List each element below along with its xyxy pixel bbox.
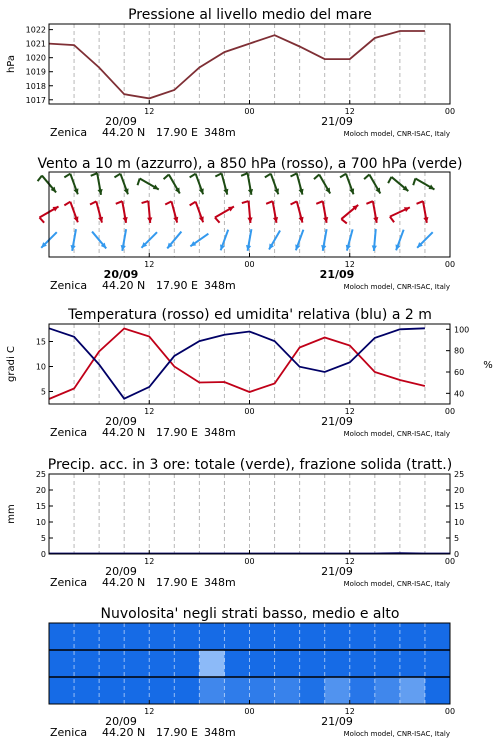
cloud-cell-basso xyxy=(149,677,175,705)
pressure-hour-label: 12 xyxy=(144,107,155,116)
wind-arrow-700 xyxy=(314,174,330,193)
cloud-lat: 44.20 N xyxy=(102,726,146,739)
cloud-cell-medio xyxy=(124,650,150,678)
cloud-cell-medio xyxy=(375,650,401,678)
cloud-date-label: 21/09 xyxy=(321,715,353,728)
precip-ytick-label: 25 xyxy=(35,470,46,479)
cloud-hour-label: 00 xyxy=(244,707,255,716)
temp-hour-label: 00 xyxy=(444,407,456,416)
cloud-cell-medio xyxy=(149,650,175,678)
pressure-hour-label: 00 xyxy=(244,107,255,116)
cloud-cell-alto xyxy=(149,623,175,651)
wind-arrow-850 xyxy=(266,201,278,223)
precip-model-credit: Moloch model, CNR-ISAC, Italy xyxy=(343,580,450,588)
humidity-ytick-label: 80 xyxy=(454,346,465,356)
cloud-lon: 17.90 E xyxy=(156,726,198,739)
wind-model-credit: Moloch model, CNR-ISAC, Italy xyxy=(343,283,450,291)
precip-date-label: 21/09 xyxy=(321,565,353,578)
precip-title: Precip. acc. in 3 ore: totale (verde), frazione solida (tratt.) xyxy=(47,457,453,473)
cloud-cell-alto xyxy=(350,623,376,651)
wind-arrow-700 xyxy=(241,173,253,195)
pressure-model-credit: Moloch model, CNR-ISAC, Italy xyxy=(343,130,450,138)
wind-arrow-850 xyxy=(90,201,103,222)
pressure-series-line xyxy=(49,31,425,98)
temp-hour-label: 12 xyxy=(344,407,355,416)
wind-arrow-700 xyxy=(38,176,56,193)
precip-elev: 348m xyxy=(204,576,236,589)
wind-arrow-700 xyxy=(215,173,228,194)
cloud-cell-medio xyxy=(300,650,326,678)
temp-series-umidita xyxy=(49,328,425,398)
pressure-hour-label: 12 xyxy=(344,107,355,116)
pressure-ytick-label: 1017 xyxy=(25,95,46,105)
wind-arrow-850 xyxy=(316,201,328,223)
cloud-cell-medio xyxy=(250,650,276,678)
pressure-title: Pressione al livello medio del mare xyxy=(128,7,372,23)
wind-arrow-700 xyxy=(265,174,279,195)
cloud-cell-basso xyxy=(375,677,401,705)
humidity-ytick-label: 40 xyxy=(454,389,465,399)
pressure-station: Zenica xyxy=(50,126,88,139)
wind-arrow-10m xyxy=(295,230,303,251)
wind-hour-label: 12 xyxy=(144,260,155,269)
temp-title: Temperatura (rosso) ed umidita' relativa (blu) a 2 m xyxy=(68,307,432,323)
precip-ytick-label-right: 25 xyxy=(454,470,465,479)
pressure-ylabel: hPa xyxy=(6,54,17,74)
cloud-cell-alto xyxy=(49,623,75,651)
cloud-cell-alto xyxy=(199,623,225,651)
pressure-ytick-label: 1019 xyxy=(25,67,46,77)
wind-hour-label: 00 xyxy=(244,260,255,269)
temp-panel xyxy=(6,307,493,439)
wind-arrow-850 xyxy=(291,201,304,222)
wind-arrow-700 xyxy=(138,179,159,190)
wind-arrow-700 xyxy=(190,174,204,195)
wind-arrow-850 xyxy=(116,201,128,223)
cloud-elev: 348m xyxy=(204,726,236,739)
pressure-date-label: 20/09 xyxy=(105,115,137,128)
temp-hour-label: 12 xyxy=(144,407,155,416)
wind-arrow-10m xyxy=(246,229,251,251)
wind-arrow-850 xyxy=(242,201,253,223)
cloud-model-credit: Moloch model, CNR-ISAC, Italy xyxy=(343,730,450,738)
precip-ytick-label-right: 5 xyxy=(454,534,460,543)
temp-elev: 348m xyxy=(204,426,236,439)
cloud-cell-medio xyxy=(49,650,75,678)
cloud-cell-medio xyxy=(199,650,225,678)
cloud-cell-basso xyxy=(74,677,100,705)
cloud-cell-alto xyxy=(300,623,326,651)
wind-arrow-850 xyxy=(64,202,78,223)
precip-ytick-label: 20 xyxy=(35,486,46,495)
pressure-hour-label: 00 xyxy=(444,107,456,116)
cloud-cell-basso xyxy=(250,677,276,705)
cloud-title: Nuvolosita' negli strati basso, medio e alto xyxy=(100,606,400,622)
pressure-lat: 44.20 N xyxy=(102,126,146,139)
temp-model-credit: Moloch model, CNR-ISAC, Italy xyxy=(343,430,450,438)
precip-ytick-label: 5 xyxy=(40,534,46,543)
humidity-ytick-label: 100 xyxy=(454,325,470,335)
wind-arrow-700 xyxy=(64,174,78,195)
cloud-cell-alto xyxy=(250,623,276,651)
precip-ytick-label-right: 10 xyxy=(454,518,465,527)
precip-date-label: 20/09 xyxy=(105,565,137,578)
wind-arrow-700 xyxy=(388,177,408,191)
wind-arrow-10m xyxy=(346,229,353,250)
cloud-cell-alto xyxy=(425,623,451,651)
cloud-cell-alto xyxy=(400,623,426,651)
wind-arrow-850 xyxy=(165,201,178,222)
cloud-cell-medio xyxy=(275,650,301,678)
cloud-cell-basso xyxy=(224,677,250,705)
precip-ytick-label-right: 0 xyxy=(454,550,460,559)
wind-arrow-700 xyxy=(114,174,128,195)
wind-arrow-10m xyxy=(269,230,280,249)
cloud-cell-medio xyxy=(74,650,100,678)
wind-arrow-700 xyxy=(340,174,354,195)
cloud-cell-basso xyxy=(350,677,376,705)
wind-arrow-10m xyxy=(321,229,326,251)
cloud-cell-medio xyxy=(425,650,451,678)
wind-lat: 44.20 N xyxy=(102,279,146,292)
precip-ylabel: mm xyxy=(6,504,17,524)
precip-ytick-label-right: 20 xyxy=(454,486,465,495)
cloud-cell-medio xyxy=(325,650,351,678)
humidity-ylabel: % xyxy=(483,360,493,371)
wind-title: Vento a 10 m (azzurro), a 850 hPa (rosso), a 700 hPa (verde) xyxy=(37,156,463,172)
pressure-frame xyxy=(49,24,450,104)
cloud-cell-basso xyxy=(325,677,351,705)
cloud-cell-basso xyxy=(99,677,125,705)
cloud-cell-alto xyxy=(124,623,150,651)
temp-lat: 44.20 N xyxy=(102,426,146,439)
precip-ytick-label-right: 15 xyxy=(454,502,465,511)
wind-arrow-700 xyxy=(91,173,103,195)
precip-hour-label: 12 xyxy=(344,557,355,566)
wind-arrow-10m xyxy=(372,229,377,251)
cloud-station: Zenica xyxy=(50,726,88,739)
cloud-cell-alto xyxy=(74,623,100,651)
pressure-elev: 348m xyxy=(204,126,236,139)
precip-ytick-label: 15 xyxy=(35,502,46,511)
wind-arrow-850 xyxy=(366,201,378,223)
cloud-cell-basso xyxy=(425,677,451,705)
temp-series-temperatura xyxy=(49,329,425,400)
cloud-panel xyxy=(49,606,455,739)
wind-station: Zenica xyxy=(50,279,88,292)
temp-ytick-label: 5 xyxy=(40,387,46,397)
wind-arrow-850 xyxy=(190,202,204,223)
wind-elev: 348m xyxy=(204,279,236,292)
precip-lon: 17.90 E xyxy=(156,576,198,589)
precip-panel xyxy=(6,457,464,589)
cloud-cell-medio xyxy=(174,650,200,678)
wind-lon: 17.90 E xyxy=(156,279,198,292)
wind-arrow-700 xyxy=(291,173,304,194)
temp-hour-label: 00 xyxy=(244,407,255,416)
precip-hour-label: 00 xyxy=(444,557,456,566)
cloud-cell-alto xyxy=(275,623,301,651)
cloud-cell-alto xyxy=(174,623,200,651)
temp-ytick-label: 15 xyxy=(35,337,46,347)
precip-ytick-label: 10 xyxy=(35,518,46,527)
humidity-ytick-label: 60 xyxy=(454,368,465,377)
precip-hour-label: 12 xyxy=(144,557,155,566)
wind-arrow-10m xyxy=(121,229,126,251)
wind-hour-label: 00 xyxy=(444,260,456,269)
temp-ylabel: gradi C xyxy=(6,346,17,382)
cloud-date-label: 20/09 xyxy=(105,715,137,728)
cloud-cell-basso xyxy=(275,677,301,705)
precip-station: Zenica xyxy=(50,576,88,589)
pressure-ytick-label: 1022 xyxy=(25,25,46,35)
wind-date-label: 21/09 xyxy=(319,268,355,281)
precip-lat: 44.20 N xyxy=(102,576,146,589)
wind-arrow-700 xyxy=(164,174,180,193)
temp-date-label: 20/09 xyxy=(105,415,137,428)
precip-frame xyxy=(49,474,450,554)
cloud-cell-basso xyxy=(174,677,200,705)
wind-arrow-10m xyxy=(71,229,76,251)
cloud-cell-alto xyxy=(99,623,125,651)
cloud-cell-basso xyxy=(400,677,426,705)
pressure-ytick-label: 1018 xyxy=(25,81,46,91)
cloud-cell-medio xyxy=(400,650,426,678)
pressure-ytick-label: 1020 xyxy=(25,53,46,63)
temp-lon: 17.90 E xyxy=(156,426,198,439)
cloud-cell-alto xyxy=(325,623,351,651)
cloud-cell-medio xyxy=(350,650,376,678)
wind-arrow-850 xyxy=(142,201,153,223)
cloud-hour-label: 12 xyxy=(344,707,355,716)
cloud-cell-medio xyxy=(224,650,250,678)
wind-arrow-700 xyxy=(413,179,434,190)
temp-date-label: 21/09 xyxy=(321,415,353,428)
wind-arrow-850 xyxy=(417,201,429,223)
cloud-cell-basso xyxy=(124,677,150,705)
cloud-cell-medio xyxy=(99,650,125,678)
temp-station: Zenica xyxy=(50,426,88,439)
wind-arrow-700 xyxy=(364,174,380,193)
cloud-hour-label: 12 xyxy=(144,707,155,716)
wind-hour-label: 12 xyxy=(344,260,355,269)
pressure-lon: 17.90 E xyxy=(156,126,198,139)
cloud-hour-label: 00 xyxy=(444,707,456,716)
precip-ytick-label: 0 xyxy=(40,550,46,559)
cloud-cell-basso xyxy=(49,677,75,705)
pressure-ytick-label: 1021 xyxy=(25,39,46,49)
cloud-cell-alto xyxy=(375,623,401,651)
temp-ytick-label: 10 xyxy=(35,362,46,372)
pressure-panel xyxy=(6,7,455,139)
wind-date-label: 20/09 xyxy=(103,268,139,281)
wind-panel xyxy=(37,156,462,292)
cloud-cell-basso xyxy=(300,677,326,705)
wind-arrow-10m xyxy=(220,230,228,251)
pressure-date-label: 21/09 xyxy=(321,115,353,128)
cloud-cell-basso xyxy=(199,677,225,705)
wind-arrow-10m xyxy=(396,230,404,251)
cloud-cell-alto xyxy=(224,623,250,651)
precip-hour-label: 00 xyxy=(244,557,255,566)
